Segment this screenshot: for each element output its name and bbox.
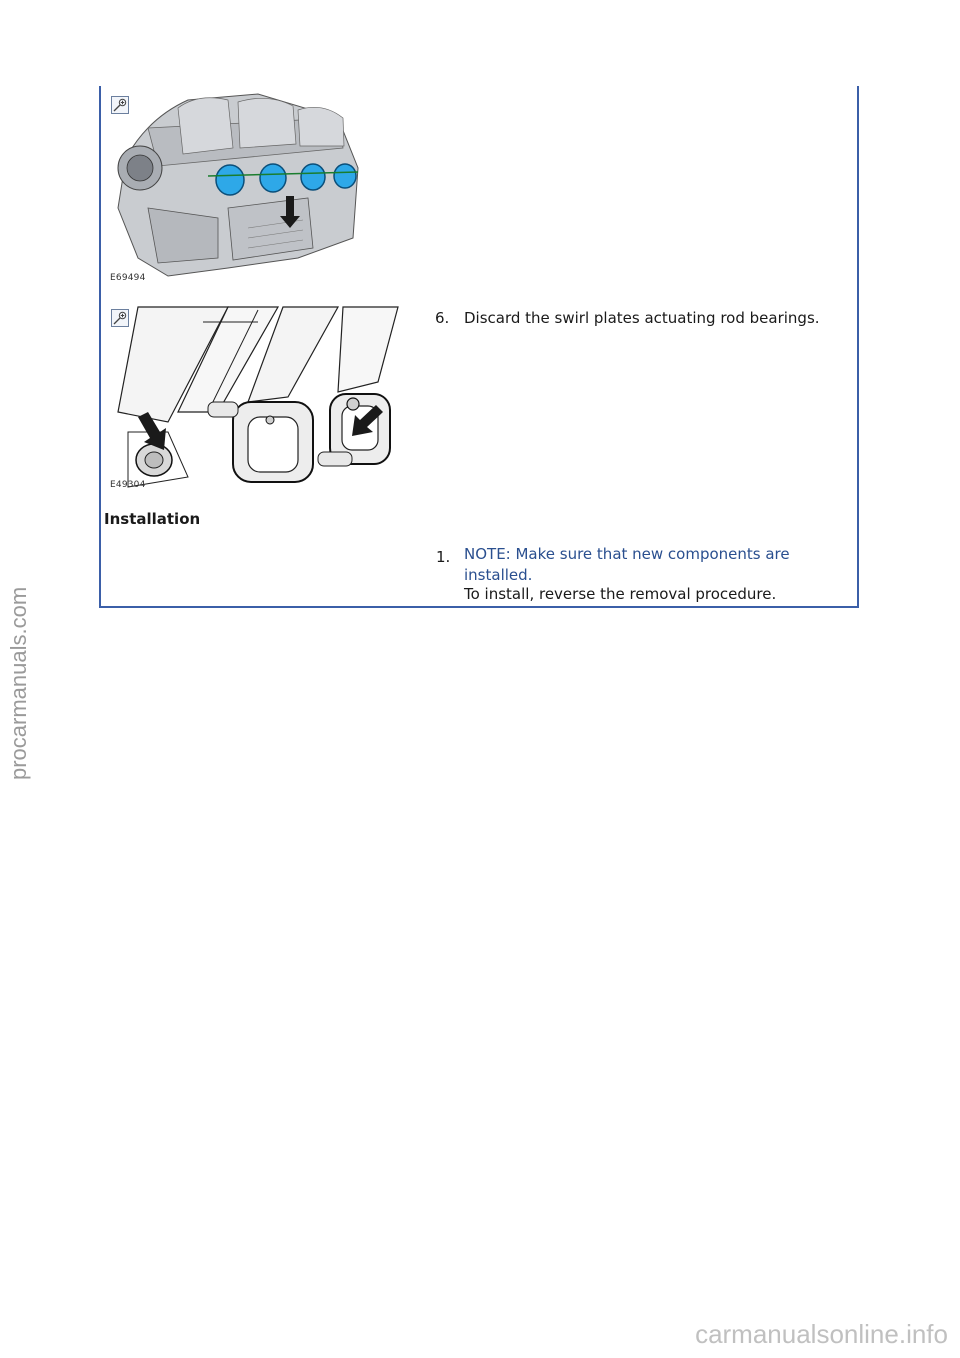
section-heading: Installation	[104, 510, 201, 528]
figure-code: E69494	[110, 273, 146, 283]
step-text: To install, reverse the removal procedure.	[464, 585, 777, 603]
intake-manifold-illustration[interactable]	[108, 88, 364, 284]
step-number: 6.	[435, 309, 450, 327]
side-watermark: procarmanuals.com	[6, 586, 31, 780]
note-text: installed.	[464, 566, 533, 584]
step-text: Discard the swirl plates actuating rod bearings.	[464, 309, 820, 327]
swirl-plate-bearings-illustration[interactable]	[108, 302, 402, 492]
bottom-watermark: carmanualsonline.info	[695, 1319, 948, 1349]
note-text: NOTE: Make sure that new components are	[464, 545, 790, 563]
figure-code: E49304	[110, 480, 146, 490]
step-number: 1.	[436, 548, 451, 566]
